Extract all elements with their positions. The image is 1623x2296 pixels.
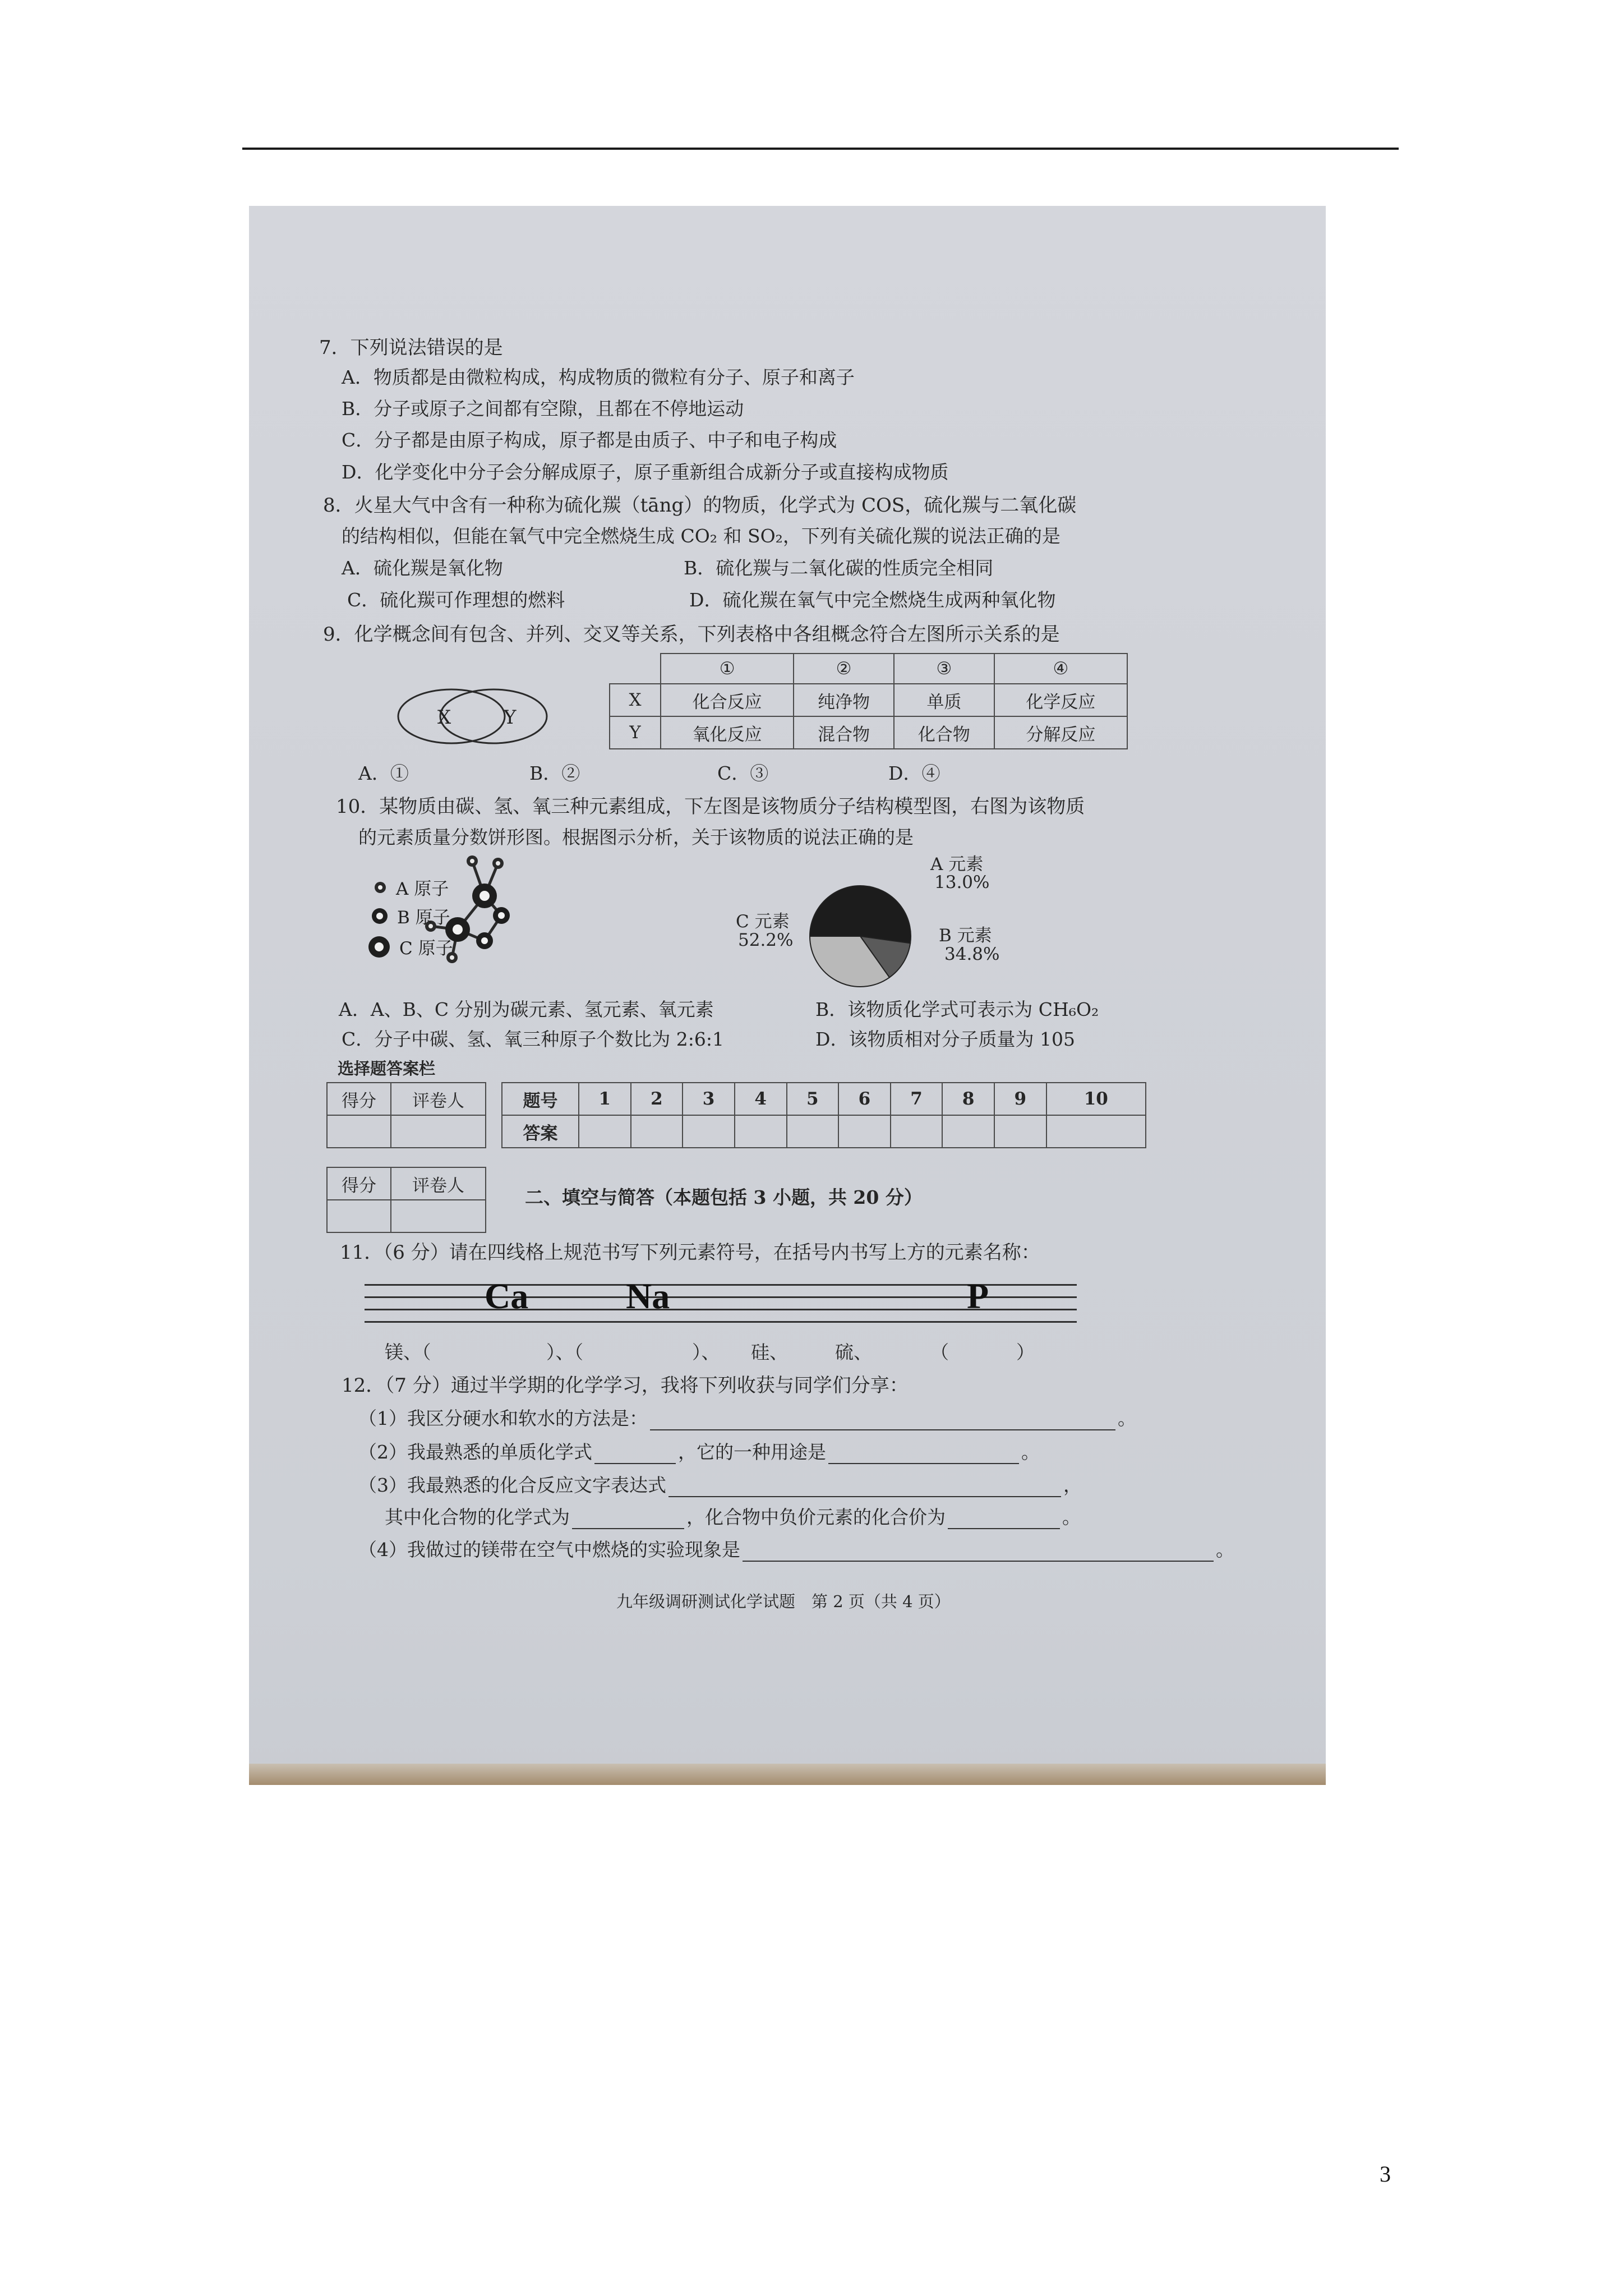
symbol-p: P bbox=[967, 1276, 989, 1316]
q12-l3b-a-text: 其中化合物的化学式为 bbox=[385, 1506, 570, 1528]
q9-x-2: 纯净物 bbox=[794, 684, 894, 716]
blank-mg-burning-phenomenon[interactable] bbox=[743, 1560, 1214, 1562]
atom-b-icon bbox=[371, 908, 388, 924]
answer-number-3: 3 bbox=[683, 1083, 735, 1115]
q12-l2-end: 。 bbox=[1021, 1441, 1040, 1463]
pie-label-c-name: C 元素 bbox=[736, 912, 790, 932]
q9-y-2: 混合物 bbox=[794, 716, 894, 749]
q10-option-b: B．该物质化学式可表示为 CH₆O₂ bbox=[815, 999, 1099, 1020]
pie-label-c-value: 52.2% bbox=[738, 930, 794, 950]
q12-l3b-b-text: ，化合物中负价元素的化合价为 bbox=[686, 1506, 946, 1528]
legend-a bbox=[374, 875, 449, 900]
q12-l2a-text: （2）我最熟悉的单质化学式 bbox=[358, 1441, 592, 1463]
answer-row-label: 答案 bbox=[502, 1115, 579, 1148]
pie-label-a-value: 13.0% bbox=[934, 872, 990, 892]
answer-cell[interactable] bbox=[891, 1115, 943, 1148]
answer-section-title: 选择题答案栏 bbox=[338, 1059, 436, 1078]
blank-element-formula[interactable] bbox=[594, 1462, 676, 1464]
q12-line-4 bbox=[358, 1535, 1234, 1562]
q8-option-c: C．硫化羰可作理想的燃料 bbox=[347, 589, 565, 611]
exam-photo bbox=[249, 206, 1326, 1785]
name-mg: 镁、（ bbox=[385, 1341, 431, 1363]
answer-grid bbox=[501, 1082, 1146, 1148]
q10-stem-line2: 的元素质量分数饼形图。根据图示分析，关于该物质的说法正确的是 bbox=[358, 826, 914, 848]
score-label-1: 得分 bbox=[327, 1083, 391, 1115]
q10-option-a: A．A、B、C 分别为碳元素、氢元素、氧元素 bbox=[339, 999, 714, 1020]
q12-l4-end: 。 bbox=[1216, 1539, 1234, 1561]
q9-row-x-label: X bbox=[610, 684, 661, 716]
answer-number-label: 题号 bbox=[502, 1083, 579, 1115]
blank-hard-soft-water[interactable] bbox=[650, 1429, 1115, 1430]
q9-head-2: ② bbox=[794, 654, 894, 684]
q9-head-4: ④ bbox=[994, 654, 1127, 684]
q11-stem: 11．（6 分）请在四线格上规范书写下列元素符号，在括号内书写上方的元素名称： bbox=[340, 1241, 1040, 1264]
pie-slice-c bbox=[810, 886, 911, 943]
answer-cell[interactable] bbox=[994, 1115, 1046, 1148]
venn-label-y: Y bbox=[504, 706, 517, 729]
legend-c-label: C 原子 bbox=[399, 938, 453, 959]
q9-x-4: 化学反应 bbox=[994, 684, 1127, 716]
q9-head-1: ① bbox=[661, 654, 794, 684]
photo-footer: 九年级调研测试化学试题 第 2 页（共 4 页） bbox=[616, 1592, 951, 1611]
name-blank-1: ）、（ bbox=[546, 1341, 583, 1363]
element-mass-pie bbox=[807, 883, 914, 990]
q9-y-3: 化合物 bbox=[894, 716, 994, 749]
q8-option-a: A．硫化羰是氧化物 bbox=[342, 557, 503, 579]
legend-c bbox=[368, 934, 453, 959]
blank-element-use[interactable] bbox=[828, 1462, 1019, 1464]
photo-table-edge bbox=[249, 1764, 1326, 1785]
header-rule bbox=[242, 148, 1399, 150]
answer-number-8: 8 bbox=[942, 1083, 994, 1115]
name-s: 硫、 bbox=[835, 1341, 872, 1363]
q9-option-d: D．④ bbox=[888, 762, 940, 784]
q12-l2b-text: ，它的一种用途是 bbox=[678, 1441, 826, 1463]
q8-option-d: D．硫化羰在氧气中完全燃烧生成两种氧化物 bbox=[689, 589, 1056, 611]
page-number: 3 bbox=[1380, 2161, 1391, 2187]
answer-number-1: 1 bbox=[579, 1083, 631, 1115]
grader-label-1: 评卷人 bbox=[391, 1083, 486, 1115]
q9-x-3: 单质 bbox=[894, 684, 994, 716]
blank-negative-valence[interactable] bbox=[948, 1527, 1060, 1529]
q9-stem: 9．化学概念间有包含、并列、交叉等关系，下列表格中各组概念符合左图所示关系的是 bbox=[323, 623, 1060, 646]
answer-cell[interactable] bbox=[838, 1115, 891, 1148]
answer-number-10: 10 bbox=[1046, 1083, 1146, 1115]
q12-line-3 bbox=[358, 1471, 1082, 1497]
answer-number-2: 2 bbox=[631, 1083, 683, 1115]
answer-number-4: 4 bbox=[735, 1083, 787, 1115]
pie-label-b-name: B 元素 bbox=[939, 926, 992, 946]
q12-l4-text: （4）我做过的镁带在空气中燃烧的实验现象是 bbox=[358, 1539, 740, 1561]
q10-stem-line1: 10．某物质由碳、氢、氧三种元素组成，下左图是该物质分子结构模型图，右图为该物质 bbox=[336, 795, 1085, 818]
answer-cell[interactable] bbox=[631, 1115, 683, 1148]
pie-label-b-value: 34.8% bbox=[944, 944, 1000, 964]
answer-number-6: 6 bbox=[838, 1083, 891, 1115]
q12-l1-end: 。 bbox=[1118, 1407, 1136, 1429]
blank-compound-formula[interactable] bbox=[572, 1527, 684, 1529]
answer-number-7: 7 bbox=[891, 1083, 943, 1115]
q7-option-c: C．分子都是由原子构成，原子都是由质子、中子和电子构成 bbox=[342, 429, 837, 451]
name-si: 硅、 bbox=[751, 1341, 788, 1363]
venn-diagram bbox=[394, 684, 556, 749]
score-box-1 bbox=[326, 1082, 486, 1148]
grader-label-2: 评卷人 bbox=[391, 1167, 486, 1200]
q8-stem-line1: 8．火星大气中含有一种称为硫化羰（tāng）的物质，化学式为 COS，硫化羰与二氧化碳 bbox=[323, 494, 1077, 517]
answer-cell[interactable] bbox=[683, 1115, 735, 1148]
q12-l3-text: （3）我最熟悉的化合反应文字表达式 bbox=[358, 1474, 666, 1496]
grader-cell-1[interactable] bbox=[391, 1115, 486, 1148]
q9-y-1: 氧化反应 bbox=[661, 716, 794, 749]
venn-label-x: X bbox=[437, 706, 451, 729]
legend-a-label: A 原子 bbox=[396, 879, 449, 899]
q12-l3-end: ， bbox=[1063, 1474, 1082, 1496]
q12-l3b-end: 。 bbox=[1062, 1506, 1081, 1528]
q12-l1-text: （1）我区分硬水和软水的方法是： bbox=[358, 1407, 648, 1429]
name-blank-3-close: ） bbox=[1016, 1341, 1035, 1363]
q9-option-b: B．② bbox=[529, 762, 580, 784]
q9-y-4: 分解反应 bbox=[994, 716, 1127, 749]
pie-label-a-name: A 元素 bbox=[930, 854, 984, 875]
grader-cell-2[interactable] bbox=[391, 1200, 486, 1232]
answer-cell[interactable] bbox=[735, 1115, 787, 1148]
q9-option-c: C．③ bbox=[717, 762, 769, 784]
answer-number-5: 5 bbox=[787, 1083, 839, 1115]
q12-stem: 12．（7 分）通过半学期的化学学习，我将下列收获与同学们分享： bbox=[342, 1374, 909, 1397]
q8-option-b: B．硫化羰与二氧化碳的性质完全相同 bbox=[684, 557, 994, 579]
q10-option-c: C．分子中碳、氢、氧三种原子个数比为 2:6:1 bbox=[342, 1028, 724, 1050]
atom-a-icon bbox=[374, 881, 387, 894]
q9-table bbox=[609, 653, 1128, 749]
q9-x-1: 化合反应 bbox=[661, 684, 794, 716]
name-blank-2: ）、 bbox=[692, 1341, 720, 1363]
q10-option-d: D．该物质相对分子质量为 105 bbox=[815, 1028, 1075, 1050]
name-blank-3-open: （ bbox=[930, 1341, 949, 1363]
q7-option-b: B．分子或原子之间都有空隙，且都在不停地运动 bbox=[342, 398, 744, 420]
q12-line-2 bbox=[358, 1438, 1040, 1464]
q7-option-d: D．化学变化中分子会分解成原子，原子重新组合成新分子或直接构成物质 bbox=[342, 461, 949, 483]
answer-cell[interactable] bbox=[787, 1115, 839, 1148]
legend-b-label: B 原子 bbox=[397, 908, 450, 928]
score-cell-1[interactable] bbox=[327, 1115, 391, 1148]
legend-b bbox=[371, 903, 450, 928]
score-label-2: 得分 bbox=[327, 1167, 391, 1200]
q12-line-3b bbox=[385, 1503, 1081, 1529]
q9-row-y-label: Y bbox=[610, 716, 661, 749]
symbol-na: Na bbox=[626, 1276, 670, 1316]
answer-cell[interactable] bbox=[579, 1115, 631, 1148]
answer-cell[interactable] bbox=[942, 1115, 994, 1148]
answer-cell[interactable] bbox=[1046, 1115, 1146, 1148]
atom-c-icon bbox=[368, 936, 390, 958]
q9-head-3: ③ bbox=[894, 654, 994, 684]
q8-stem-line2: 的结构相似，但能在氧气中完全燃烧生成 CO₂ 和 SO₂，下列有关硫化羰的说法正确的是 bbox=[342, 525, 1061, 547]
score-box-2 bbox=[326, 1167, 486, 1233]
q7-option-a: A．物质都是由微粒构成，构成物质的微粒有分子、原子和离子 bbox=[342, 366, 855, 388]
part2-title: 二、填空与简答（本题包括 3 小题，共 20 分） bbox=[525, 1186, 923, 1208]
symbol-ca: Ca bbox=[485, 1276, 529, 1316]
q7-stem: 7．下列说法错误的是 bbox=[319, 337, 503, 359]
answer-number-9: 9 bbox=[994, 1083, 1046, 1115]
q9-option-a: A．① bbox=[358, 762, 409, 784]
blank-combination-reaction[interactable] bbox=[668, 1496, 1061, 1497]
score-cell-2[interactable] bbox=[327, 1200, 391, 1232]
q12-line-1 bbox=[358, 1404, 1136, 1430]
